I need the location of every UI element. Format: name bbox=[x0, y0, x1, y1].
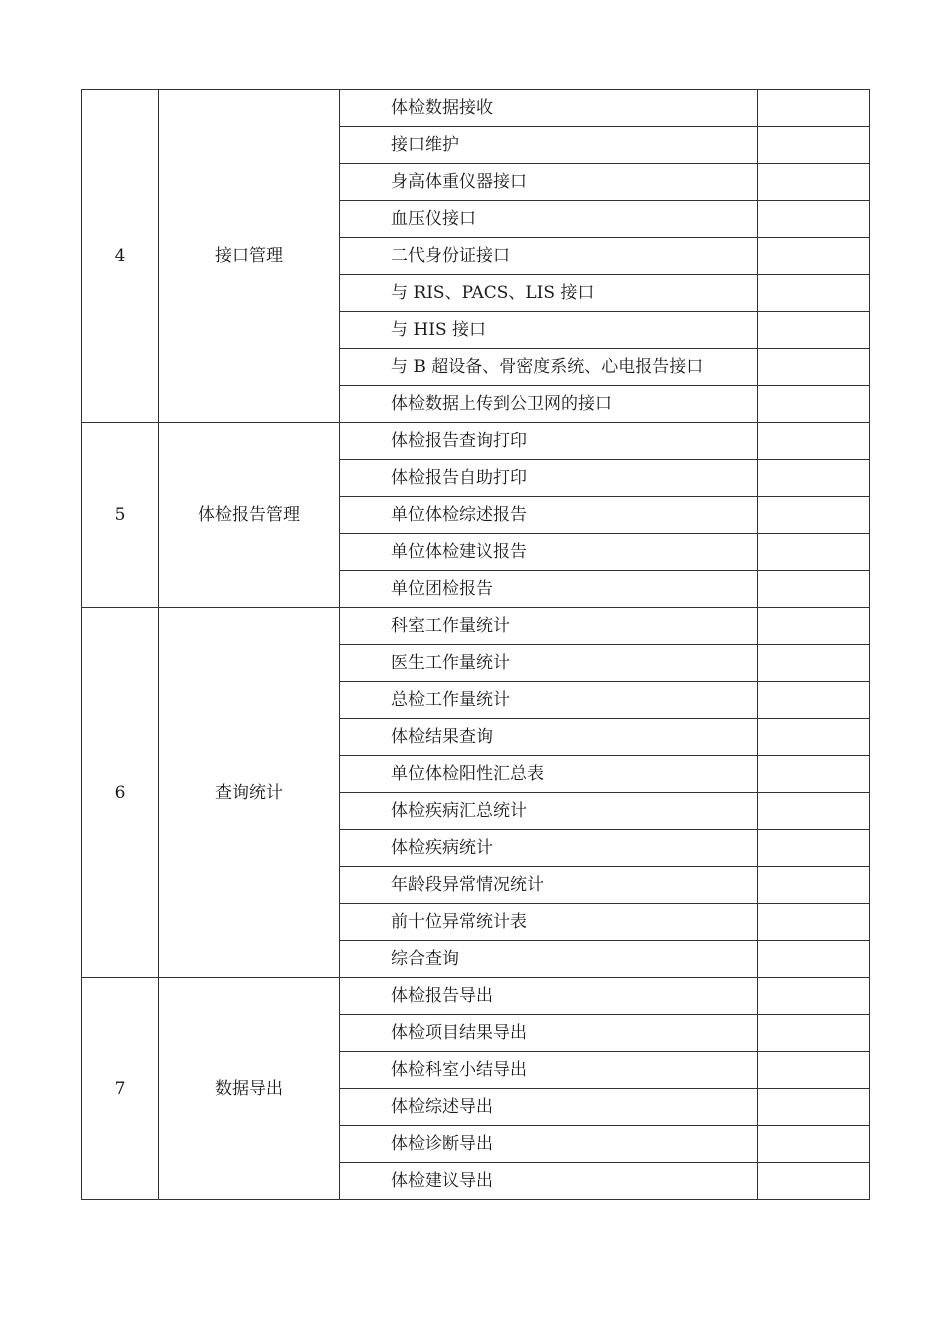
empty-cell bbox=[758, 793, 870, 830]
empty-cell bbox=[758, 275, 870, 312]
feature-item: 总检工作量统计 bbox=[340, 682, 758, 719]
empty-cell bbox=[758, 978, 870, 1015]
empty-cell bbox=[758, 830, 870, 867]
feature-item: 体检结果查询 bbox=[340, 719, 758, 756]
empty-cell bbox=[758, 719, 870, 756]
table-row bbox=[82, 978, 870, 1015]
empty-cell bbox=[758, 1126, 870, 1163]
feature-item: 与 RIS、PACS、LIS 接口 bbox=[340, 275, 758, 312]
empty-cell bbox=[758, 201, 870, 238]
empty-cell bbox=[758, 238, 870, 275]
empty-cell bbox=[758, 756, 870, 793]
empty-cell bbox=[758, 386, 870, 423]
feature-item: 单位体检阳性汇总表 bbox=[340, 756, 758, 793]
group-category: 数据导出 bbox=[159, 978, 340, 1200]
empty-cell bbox=[758, 1163, 870, 1200]
feature-item: 体检报告自助打印 bbox=[340, 460, 758, 497]
feature-item: 单位体检综述报告 bbox=[340, 497, 758, 534]
feature-item: 与 HIS 接口 bbox=[340, 312, 758, 349]
feature-table-body bbox=[82, 90, 870, 1200]
feature-item: 体检综述导出 bbox=[340, 1089, 758, 1126]
empty-cell bbox=[758, 423, 870, 460]
group-number: 7 bbox=[82, 978, 159, 1200]
feature-item: 医生工作量统计 bbox=[340, 645, 758, 682]
empty-cell bbox=[758, 571, 870, 608]
feature-item: 体检数据上传到公卫网的接口 bbox=[340, 386, 758, 423]
empty-cell bbox=[758, 127, 870, 164]
feature-item: 前十位异常统计表 bbox=[340, 904, 758, 941]
group-category: 体检报告管理 bbox=[159, 423, 340, 608]
feature-item: 体检诊断导出 bbox=[340, 1126, 758, 1163]
empty-cell bbox=[758, 608, 870, 645]
empty-cell bbox=[758, 682, 870, 719]
feature-item: 年龄段异常情况统计 bbox=[340, 867, 758, 904]
feature-item: 体检科室小结导出 bbox=[340, 1052, 758, 1089]
empty-cell bbox=[758, 90, 870, 127]
group-number: 4 bbox=[82, 90, 159, 423]
feature-item: 身高体重仪器接口 bbox=[340, 164, 758, 201]
group-number: 5 bbox=[82, 423, 159, 608]
feature-item: 体检建议导出 bbox=[340, 1163, 758, 1200]
group-category: 查询统计 bbox=[159, 608, 340, 978]
feature-item: 体检报告查询打印 bbox=[340, 423, 758, 460]
empty-cell bbox=[758, 941, 870, 978]
empty-cell bbox=[758, 534, 870, 571]
table-row bbox=[82, 90, 870, 127]
empty-cell bbox=[758, 312, 870, 349]
empty-cell bbox=[758, 460, 870, 497]
feature-item: 血压仪接口 bbox=[340, 201, 758, 238]
empty-cell bbox=[758, 867, 870, 904]
group-number: 6 bbox=[82, 608, 159, 978]
feature-item: 单位团检报告 bbox=[340, 571, 758, 608]
table-row bbox=[82, 423, 870, 460]
feature-item: 科室工作量统计 bbox=[340, 608, 758, 645]
table-row bbox=[82, 608, 870, 645]
empty-cell bbox=[758, 904, 870, 941]
feature-item: 体检数据接收 bbox=[340, 90, 758, 127]
feature-item: 体检报告导出 bbox=[340, 978, 758, 1015]
empty-cell bbox=[758, 164, 870, 201]
feature-table bbox=[81, 89, 870, 1200]
feature-item: 单位体检建议报告 bbox=[340, 534, 758, 571]
empty-cell bbox=[758, 497, 870, 534]
feature-item: 接口维护 bbox=[340, 127, 758, 164]
feature-item: 体检项目结果导出 bbox=[340, 1015, 758, 1052]
empty-cell bbox=[758, 1089, 870, 1126]
feature-item: 体检疾病统计 bbox=[340, 830, 758, 867]
feature-item: 与 B 超设备、骨密度系统、心电报告接口 bbox=[340, 349, 758, 386]
empty-cell bbox=[758, 645, 870, 682]
group-category: 接口管理 bbox=[159, 90, 340, 423]
empty-cell bbox=[758, 1015, 870, 1052]
feature-item: 综合查询 bbox=[340, 941, 758, 978]
empty-cell bbox=[758, 1052, 870, 1089]
feature-item: 二代身份证接口 bbox=[340, 238, 758, 275]
empty-cell bbox=[758, 349, 870, 386]
feature-item: 体检疾病汇总统计 bbox=[340, 793, 758, 830]
